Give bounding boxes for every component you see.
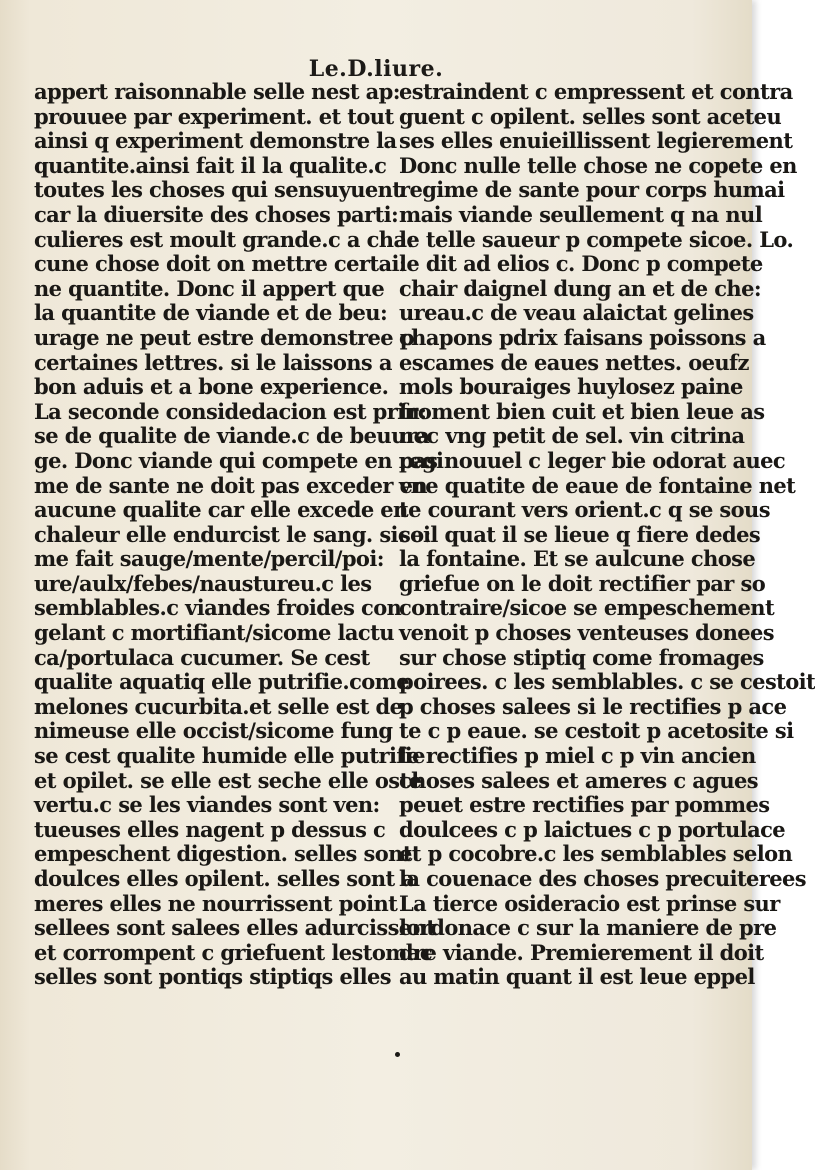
text-line: venoit p choses venteuses donees	[399, 620, 774, 646]
text-line: contraire/sicoe se empeschement	[399, 595, 775, 621]
text-line: me de sante ne doit pas exceder en	[34, 472, 428, 498]
text-line: La tierce osideracio est prinse sur	[399, 890, 780, 916]
text-line: bon aduis et a bone experience.	[34, 374, 389, 400]
right-column	[399, 79, 815, 990]
text-line: appert raisonnable selle nest ap:	[34, 79, 400, 104]
text-line: la fontaine. Et se aulcune chose	[399, 546, 756, 572]
text-line: le rectifies p miel c p vin ancien	[399, 743, 756, 769]
text-line: ca/portulaca cucumer. Se cest	[34, 644, 370, 670]
text-line: choses salees et ameres c agues	[399, 767, 759, 793]
text-line: tueuses elles nagent p dessus c	[34, 816, 386, 842]
text-line: cune chose doit on mettre certai:	[34, 251, 406, 277]
text-line: te c p eaue. se cestoit p acetosite si	[399, 718, 794, 744]
text-line: lordonace c sur la maniere de pre	[399, 915, 777, 941]
text-line: regime de sante pour corps humai	[399, 177, 785, 203]
text-line: nec vng petit de sel. vin citrina	[399, 423, 745, 449]
text-line: meres elles ne nourrissent point	[34, 890, 398, 916]
text-line: chair daignel dung an et de che:	[399, 275, 761, 301]
text-line: estraindent c empressent et contra	[399, 79, 793, 104]
text-line: quantite.ainsi fait il la qualite.c	[34, 152, 387, 178]
text-line: gelant c mortifiant/sicome lactu	[34, 620, 394, 646]
text-line: pas nouuel c leger bie odorat auec	[399, 447, 786, 473]
text-line: culieres est moult grande.c a cha:	[34, 226, 414, 252]
text-line: mols bouraiges huylosez paine	[399, 374, 743, 400]
text-line: sur chose stiptiq come fromages	[399, 644, 764, 670]
text-line: me fait sauge/mente/percil/poi:	[34, 546, 384, 572]
text-line: vertu.c se les viandes sont ven:	[34, 792, 380, 818]
text-line: prouuee par experiment. et tout	[34, 103, 394, 129]
text-line: dre viande. Premierement il doit	[399, 939, 764, 965]
text-line: froment bien cuit et bien leue as	[399, 398, 765, 424]
text-line: aucune qualite car elle excede en	[34, 497, 408, 523]
text-line: au matin quant il est leue eppel	[399, 964, 755, 990]
text-line: ge. Donc viande qui compete en regi	[34, 447, 444, 473]
text-line: toutes les choses qui sensuyuent	[34, 177, 402, 203]
text-line: melones cucurbita.et selle est de	[34, 693, 403, 719]
text-line: le dit ad elios c. Donc p compete	[399, 251, 763, 277]
text-line: poirees. c les semblables. c se cestoit	[399, 669, 815, 695]
text-line: peuet estre rectifies par pommes	[399, 792, 770, 818]
text-line: ureau.c de veau alaictat gelines	[399, 300, 754, 326]
running-header: Le.D.liure.	[308, 56, 444, 82]
text-line: griefue on le doit rectifier par so	[399, 570, 766, 596]
text-line: te courant vers orient.c q se sous	[399, 497, 770, 523]
text-line: urage ne peut estre demonstree p	[34, 324, 414, 350]
text-line: car la diuersite des choses parti:	[34, 201, 399, 227]
text-line: et corrompent c griefuent lestomac	[34, 939, 433, 965]
text-line: La seconde considedacion est prin:	[34, 398, 427, 424]
text-line: ses elles enuieillissent legierement	[399, 128, 793, 154]
text-line: mais viande seullement q na nul	[399, 201, 763, 227]
text-line: ainsi q experiment demonstre la	[34, 128, 397, 154]
text-line: qualite aquatiq elle putrifie.come	[34, 669, 410, 695]
text-line: chapons pdrix faisans poissons a	[399, 324, 766, 350]
text-line: chaleur elle endurcist le sang. sico:	[34, 521, 431, 547]
text-line: et p cocobre.c les semblables selon	[399, 841, 793, 867]
text-line: seil quat il se lieue q fiere dedes	[399, 521, 761, 547]
text-line: ure/aulx/febes/naustureu.c les	[34, 570, 372, 596]
text-line: doulcees c p laictues c p portulace	[399, 816, 786, 842]
text-line: sellees sont salees elles adurcissent	[34, 915, 436, 941]
text-line: et opilet. se elle est seche elle oste	[34, 767, 422, 793]
text-line: le telle saueur p compete sicoe. Lo.	[399, 226, 794, 252]
text-line: empeschent digestion. selles sont	[34, 841, 412, 867]
ink-dot	[395, 1052, 400, 1057]
text-line: escames de eaues nettes. oeufz	[399, 349, 749, 375]
left-column	[34, 79, 444, 990]
text-line: semblables.c viandes froides con	[34, 595, 402, 621]
text-line: guent c opilent. selles sont aceteu	[399, 103, 782, 129]
text-line: se cest qualite humide elle putrifie	[34, 743, 425, 769]
text-line: la couenace des choses precuiterees	[399, 866, 807, 891]
text-line: se de qualite de viande.c de beuura	[34, 423, 430, 449]
text-line: doulces elles opilent. selles sont a	[34, 866, 415, 891]
text-line: nimeuse elle occist/sicome fung	[34, 718, 393, 744]
text-line: ne quantite. Donc il appert que	[34, 275, 385, 301]
text-line: la quantite de viande et de beu:	[34, 300, 388, 326]
text-line: vne quatite de eaue de fontaine net	[399, 472, 796, 498]
text-line: Donc nulle telle chose ne copete en	[399, 152, 797, 178]
text-line: p choses salees si le rectifies p ace	[399, 693, 787, 719]
text-line: selles sont pontiqs stiptiqs elles	[34, 964, 391, 990]
text-line: certaines lettres. si le laissons a	[34, 349, 392, 375]
